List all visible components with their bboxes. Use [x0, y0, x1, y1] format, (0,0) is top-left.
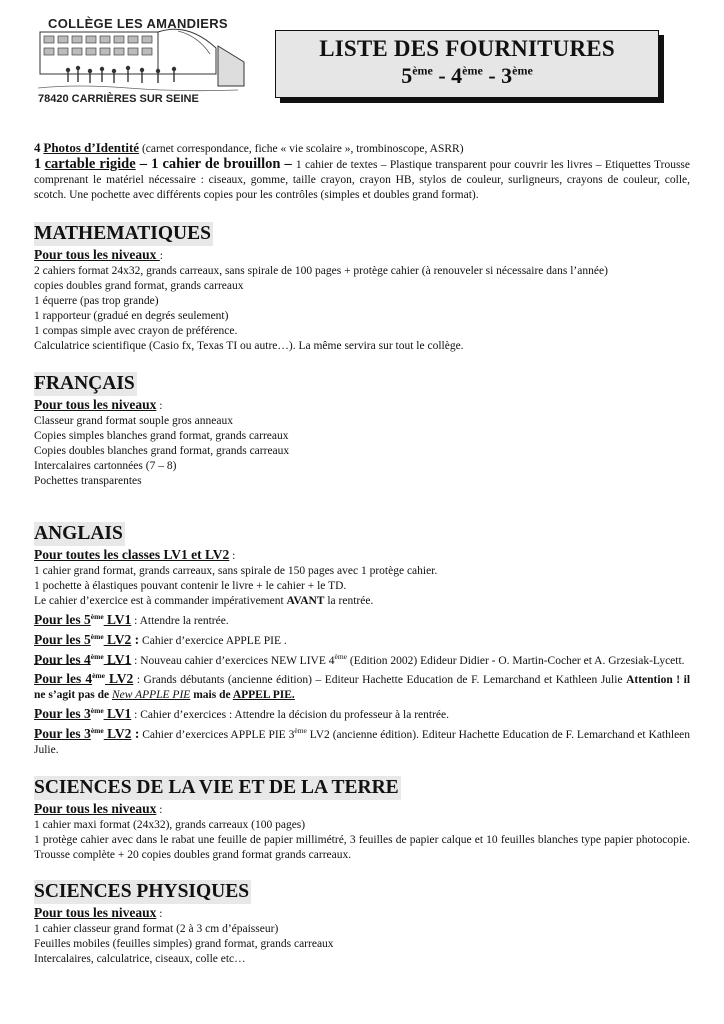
list-item: Le cahier d’exercice est à commander impérativement AVANT la rentrée.: [34, 595, 374, 607]
list-item: Calculatrice scientifique (Casio fx, Texas TI ou autre…). La même servira sur tout le collège.: [34, 340, 464, 352]
heading-physique: SCIENCES PHYSIQUES: [34, 880, 250, 902]
heading-svt: SCIENCES DE LA VIE ET DE LA TERRE: [34, 776, 399, 798]
supply-list-content: [34, 140, 690, 967]
svt-levels: Pour tous les niveaux :: [34, 800, 163, 816]
section-physique: [34, 880, 690, 967]
list-item: Copies doubles blanches grand format, grands carreaux: [34, 445, 290, 457]
document-title: LISTE DES FOURNITURES: [319, 36, 615, 61]
anglais-3-lv1: Pour les 3ème LV1 : Cahier d’exercices : Attendre la décision du professeur à la rentrée.: [34, 706, 450, 722]
list-item: 1 protège cahier avec dans le rabat une feuille de papier millimétré, 3 feuilles de papier calque et 10 feuilles blanches type papier photocopie. Trousse complète + 20 copies doubles grand format grands carreaux.: [34, 833, 690, 861]
francais-levels: Pour tous les niveaux :: [34, 397, 163, 412]
list-item: Feuilles mobiles (feuilles simples) grand format, grands carreaux: [34, 937, 334, 950]
list-item: Pochettes transparentes: [34, 475, 142, 487]
anglais-3-lv2: Pour les 3ème LV2 : Cahier d’exercices APPLE PIE 3ème LV2 (ancienne édition). Editeur Hachette Education de F. Lemarchand et Kathleen Julie.: [34, 725, 691, 756]
anglais-5-lv1: Pour les 5ème LV1 : Attendre la rentrée.: [34, 611, 229, 627]
anglais-4-lv2: Pour les 4ème LV2 : Grands débutants (ancienne édition) – Editeur Hachette Education de F. Lemarchand et Kathleen Julie Attention ! il ne s’agit pas de New APPLE PIE mais de APPEL PIE.: [34, 671, 691, 702]
list-item: Copies simples blanches grand format, grands carreaux: [34, 430, 289, 442]
intro-general: 1 cartable rigide – 1 cahier de brouillon – 1 cahier de textes – Plastique transparent pour couvrir les livres – Etiquettes Trousse comprenant le matériel nécessaire : ciseaux, gomme, taille crayon, crayon HB, stylos de couleur, surligneurs, crayons de couleur, colle, scotch. Une pochette avec différents copies pour les contrôles (simples et doubles grand format).: [34, 156, 691, 201]
section-anglais: [34, 522, 690, 758]
intro-photos: 4 Photos d’Identité (carnet correspondance, fiche « vie scolaire », trombinoscope, ASRR): [34, 140, 464, 155]
logo-city: 78420 CARRIÈRES SUR SEINE: [38, 93, 199, 105]
logo-school-name: COLLÈGE LES AMANDIERS: [48, 16, 228, 31]
list-item: Classeur grand format souple gros anneaux: [34, 415, 233, 427]
school-building-drawing: [38, 26, 248, 94]
section-svt: [34, 776, 690, 863]
list-item: 1 rapporteur (gradué en degrés seulement): [34, 310, 229, 322]
grade-levels: 5ème - 4ème - 3ème: [401, 63, 533, 88]
list-item: 1 cahier grand format, grands carreaux, sans spirale de 150 pages avec 1 protège cahier.: [34, 565, 438, 577]
maths-levels: Pour tous les niveaux :: [34, 247, 163, 262]
document-title-box: [275, 30, 659, 98]
school-logo: [38, 14, 248, 106]
list-item: Intercalaires cartonnées (7 – 8): [34, 460, 177, 472]
section-francais: [34, 372, 690, 489]
heading-anglais: ANGLAIS: [34, 523, 123, 544]
heading-francais: FRANÇAIS: [34, 373, 135, 394]
anglais-5-lv2: Pour les 5ème LV2 : Cahier d’exercice APPLE PIE .: [34, 631, 287, 647]
physique-levels: Pour tous les niveaux :: [34, 904, 163, 920]
anglais-levels: Pour toutes les classes LV1 et LV2 :: [34, 547, 236, 562]
list-item: Intercalaires, calculatrice, ciseaux, colle etc…: [34, 952, 246, 965]
list-item: 1 cahier classeur grand format (2 à 3 cm d’épaisseur): [34, 922, 279, 935]
list-item: copies doubles grand format, grands carreaux: [34, 280, 244, 292]
list-item: 1 compas simple avec crayon de préférence.: [34, 325, 238, 337]
anglais-4-lv1: Pour les 4ème LV1 : Nouveau cahier d’exercices NEW LIVE 4ème (Edition 2002) Edideur Didier - O. Martin-Cocher et A. Grzesiak-Lycett.: [34, 651, 685, 667]
section-maths: [34, 222, 690, 354]
list-item: 1 cahier maxi format (24x32), grands carreaux (100 pages): [34, 818, 306, 831]
heading-maths: MATHEMATIQUES: [34, 223, 211, 244]
list-item: 1 pochette à élastiques pouvant contenir le livre + le cahier + le TD.: [34, 580, 347, 592]
list-item: 1 équerre (pas trop grande): [34, 295, 159, 307]
list-item: 2 cahiers format 24x32, grands carreaux, sans spirale de 100 pages + protège cahier (à renouveler si nécessaire dans l’année): [34, 265, 608, 277]
